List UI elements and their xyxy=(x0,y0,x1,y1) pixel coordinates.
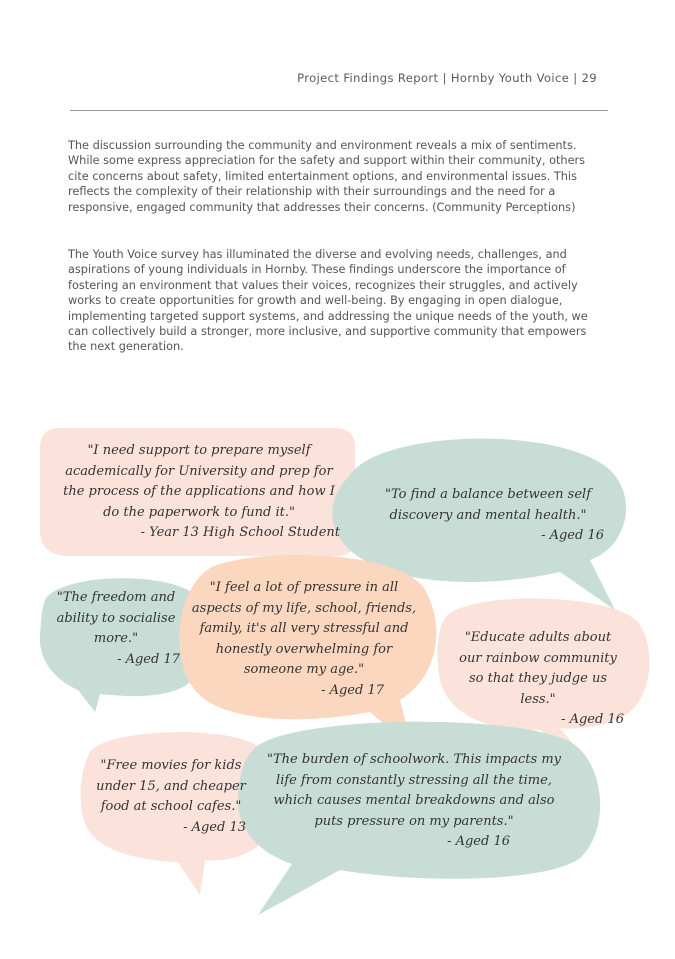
quote-5-attribution: - Aged 16 xyxy=(561,712,624,727)
quote-4-text: "I feel a lot of pressure in all aspects of my life, school, friends, family, it's all very stressful and honestly overwhelming for someone my age." xyxy=(191,580,417,677)
quote-3-text: "The freedom and ability to socialise more." xyxy=(56,590,176,646)
quote-6-text: "Free movies for kids under 15, and cheaper food at school cafes." xyxy=(96,758,246,814)
quote-7-text: "The burden of schoolwork. This impacts my life from constantly stressing all the time, which causes mental breakdowns and also puts pressure on my parents." xyxy=(266,752,562,829)
quote-3 xyxy=(52,588,180,670)
quote-5 xyxy=(452,628,624,731)
page-header: Project Findings Report | Hornby Youth Voice | 29 xyxy=(297,71,597,85)
quote-7-attribution: - Aged 16 xyxy=(447,834,510,849)
quote-1-text: "I need support to prepare myself academically for University and prep for the process of the applications and how I do the paperwork to fund it." xyxy=(63,443,335,520)
quote-2-text: "To find a balance between self discovery and mental health." xyxy=(384,487,592,523)
quote-1 xyxy=(58,441,340,544)
quote-2 xyxy=(372,485,604,547)
quote-4 xyxy=(186,578,422,701)
quote-1-attribution: - Year 13 High School Student xyxy=(140,525,340,540)
quote-4-attribution: - Aged 17 xyxy=(321,682,384,698)
paragraph-conclusion: The Youth Voice survey has illuminated the diverse and evolving needs, challenges, and aspirations of young individuals in Hornby. These findings underscore the importance of fostering an environment that values their voices, recognizes their struggles, and actively works to create opportunities for growth and well-being. By engaging in open dialogue, implementing targeted support systems, and addressing the unique needs of the youth, we can collectively build a stronger, more inclusive, and supportive community that empowers the next generation. xyxy=(68,248,588,354)
paragraph-community-perceptions: The discussion surrounding the community and environment reveals a mix of sentiments. While some express appreciation for the safety and support within their community, others cite concerns about safety, limited entertainment options, and environmental issues. This reflects the complexity of their relationship with their surroundings and the need for a responsive, engaged community that addresses their concerns. (Community Perceptions) xyxy=(68,139,586,214)
quote-2-attribution: - Aged 16 xyxy=(541,528,604,543)
quote-3-attribution: - Aged 17 xyxy=(117,651,180,667)
quote-5-text: "Educate adults about our rainbow community so that they judge us less." xyxy=(459,630,617,707)
quote-7 xyxy=(258,750,570,853)
quote-6-attribution: - Aged 13 xyxy=(183,819,246,835)
quote-6 xyxy=(96,756,246,838)
